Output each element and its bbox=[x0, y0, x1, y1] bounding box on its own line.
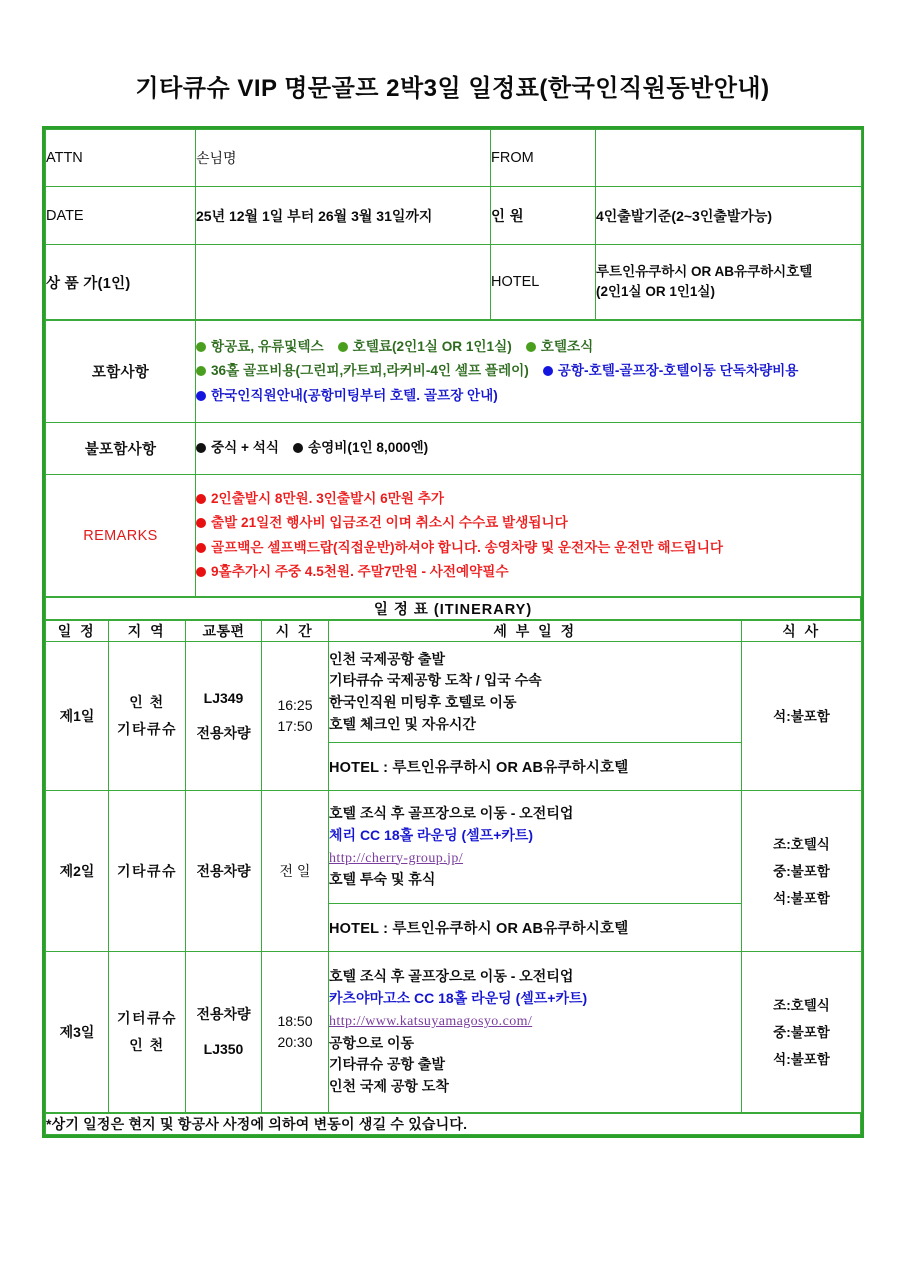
included-list bbox=[196, 321, 862, 423]
itinerary-detail-line: 기타큐슈 국제공항 도착 / 입국 수속 bbox=[329, 672, 542, 689]
table-row bbox=[46, 952, 862, 1113]
itinerary-detail-line: 한국인직원 미팅후 호텔로 이동 bbox=[329, 694, 517, 710]
itinerary-sheet bbox=[42, 126, 864, 1138]
itinerary-time-line: 18:50 bbox=[277, 1013, 313, 1029]
itinerary-meal-line: 조:호텔식 bbox=[773, 836, 830, 852]
itinerary-area-line: 인 천 bbox=[129, 1037, 165, 1053]
bullet-text: 2인출발시 8만원. 3인출발시 6만원 추가 bbox=[211, 491, 444, 507]
bullet-green-icon bbox=[196, 342, 206, 352]
itinerary-detail-course-line: 카츠야마고소 CC 18홀 라운딩 (셀프+카트) bbox=[329, 990, 588, 1007]
itinerary-detail-link-line[interactable] bbox=[329, 847, 741, 870]
bullet-text: 한국인직원안내(공항미팅부터 호텔. 골프장 안내) bbox=[211, 387, 498, 403]
table-row bbox=[46, 642, 862, 743]
itinerary-day-line: 제1일 bbox=[59, 708, 95, 724]
col-header-detail: 세 부 일 정 bbox=[329, 621, 742, 642]
bullet-text: 출발 21일전 행사비 입금조건 이며 취소시 수수료 발생됩니다 bbox=[211, 515, 568, 531]
from-label: FROM bbox=[491, 130, 596, 187]
price-value bbox=[196, 245, 491, 320]
itinerary-time-line: 20:30 bbox=[277, 1034, 313, 1050]
price-label: 상 품 가(1인) bbox=[46, 245, 196, 320]
bullet-line bbox=[196, 335, 861, 359]
table-row-attn bbox=[46, 130, 862, 187]
footnote-table bbox=[45, 1113, 861, 1135]
itinerary-detail-line: 인천 국제공항 출발 bbox=[329, 650, 445, 667]
itinerary-meal-line: 조:호텔식 bbox=[773, 997, 830, 1013]
hotel-label: HOTEL bbox=[491, 245, 596, 320]
golf-course-link[interactable]: http://www.katsuyamagosyo.com/ bbox=[329, 1013, 533, 1029]
bullet-red-icon bbox=[196, 543, 206, 553]
col-header-day: 일 정 bbox=[46, 621, 109, 642]
bullet-line bbox=[196, 536, 861, 560]
itinerary-detail-line: 호텔 조식 후 골프장으로 이동 - 오전티업 bbox=[329, 968, 574, 985]
attn-label: ATTN bbox=[46, 130, 196, 187]
itinerary-time bbox=[262, 952, 329, 1113]
bullet-text: 중식 + 석식 bbox=[211, 440, 280, 456]
conditions-table bbox=[45, 320, 862, 597]
bullet-text: 36홀 골프비용(그린피,카트피,라커비-4인 셀프 플레이) bbox=[211, 363, 529, 379]
itinerary-transport-line: LJ350 bbox=[203, 1041, 244, 1057]
itinerary-detail-course-line: 체리 CC 18홀 라운딩 (셀프+카트) bbox=[329, 826, 534, 843]
itinerary-detail-line: 기타큐슈 공항 출발 bbox=[329, 1056, 445, 1073]
bullet-red-icon bbox=[196, 494, 206, 504]
itinerary-detail-line: 호텔 투숙 및 휴식 bbox=[329, 871, 436, 888]
itinerary-detail bbox=[329, 952, 742, 1113]
bullet-line bbox=[196, 511, 861, 535]
bullet-green-icon bbox=[526, 342, 536, 352]
itinerary-meal-line: 석:불포함 bbox=[773, 708, 830, 724]
table-row-footnote bbox=[46, 1114, 861, 1135]
itinerary-transport-line: 전용차량 bbox=[196, 862, 251, 879]
table-row-excluded bbox=[46, 423, 862, 475]
itinerary-table bbox=[45, 620, 862, 1113]
bullet-black-icon bbox=[196, 443, 206, 453]
itinerary-day bbox=[46, 952, 109, 1113]
itinerary-meal-line: 중:불포함 bbox=[773, 1024, 830, 1040]
bullet-text: 호텔료(2인1실 OR 1인1실) bbox=[352, 339, 512, 355]
itinerary-detail-line: 호텔 체크인 및 자유시간 bbox=[329, 715, 476, 732]
col-header-transport: 교통편 bbox=[186, 621, 262, 642]
itinerary-meal-line: 중:불포함 bbox=[773, 863, 830, 879]
bullet-blue-icon bbox=[543, 366, 553, 376]
itinerary-meal bbox=[742, 791, 862, 952]
from-value bbox=[596, 130, 862, 187]
bullet-green-icon bbox=[196, 366, 206, 376]
table-row-price bbox=[46, 245, 862, 320]
itinerary-header-row bbox=[46, 621, 862, 642]
col-header-meal: 식 사 bbox=[742, 621, 862, 642]
remarks-label: REMARKS bbox=[46, 475, 196, 597]
table-row-remarks bbox=[46, 475, 862, 597]
table-row-included bbox=[46, 321, 862, 423]
itinerary-time-line: 17:50 bbox=[277, 718, 313, 734]
itinerary-time-line: 16:25 bbox=[277, 697, 313, 713]
pax-value: 4인출발기준(2~3인출발가능) bbox=[596, 187, 862, 245]
itinerary-area bbox=[109, 642, 186, 791]
itinerary-meal-line: 석:불포함 bbox=[773, 890, 830, 906]
pax-label: 인 원 bbox=[491, 187, 596, 245]
itinerary-detail bbox=[329, 791, 742, 904]
itinerary-area-line: 기타큐슈 bbox=[116, 862, 178, 879]
excluded-list bbox=[196, 423, 862, 475]
itinerary-area-line: 기타큐슈 bbox=[116, 721, 178, 737]
bullet-text: 공항-호텔-골프장-호텔이동 단독차량비용 bbox=[557, 363, 799, 379]
itinerary-meal-line: 석:불포함 bbox=[773, 1051, 830, 1067]
bullet-red-icon bbox=[196, 518, 206, 528]
date-label: DATE bbox=[46, 187, 196, 245]
excluded-label: 불포함사항 bbox=[46, 423, 196, 475]
itinerary-detail-line: 공항으로 이동 bbox=[329, 1034, 415, 1051]
attn-value: 손님명 bbox=[196, 130, 491, 187]
itinerary-hotel-line: HOTEL : 루트인유쿠하시 OR AB유쿠하시호텔 bbox=[329, 743, 742, 791]
itinerary-area bbox=[109, 791, 186, 952]
itinerary-area-line: 기터큐슈 bbox=[116, 1010, 178, 1027]
table-row bbox=[46, 791, 862, 904]
itinerary-day-line: 제3일 bbox=[59, 1024, 95, 1040]
bullet-black-icon bbox=[293, 443, 303, 453]
table-row-itinerary-banner bbox=[46, 598, 861, 620]
itinerary-transport bbox=[186, 791, 262, 952]
itinerary-detail-line: 인천 국제 공항 도착 bbox=[329, 1077, 449, 1094]
info-table bbox=[45, 129, 862, 320]
itinerary-day bbox=[46, 642, 109, 791]
bullet-line bbox=[196, 560, 861, 584]
itinerary-banner: 일 정 표 (ITINERARY) bbox=[46, 598, 861, 620]
itinerary-day bbox=[46, 791, 109, 952]
itinerary-banner-table bbox=[45, 597, 861, 620]
itinerary-transport-line: 전용차량 bbox=[196, 1006, 251, 1022]
itinerary-detail-line: 호텔 조식 후 골프장으로 이동 - 오전티업 bbox=[329, 805, 574, 822]
itinerary-transport-line: 전용차량 bbox=[196, 725, 251, 741]
itinerary-transport bbox=[186, 952, 262, 1113]
bullet-text: 호텔조식 bbox=[540, 339, 594, 355]
itinerary-transport-line: LJ349 bbox=[203, 690, 244, 706]
bullet-text: 9홀추가시 주중 4.5천원. 주말7만원 - 사전예약필수 bbox=[211, 563, 509, 579]
bullet-blue-icon bbox=[196, 391, 206, 401]
bullet-line bbox=[196, 487, 861, 511]
bullet-line bbox=[196, 384, 861, 408]
footnote: *상기 일정은 현지 및 항공사 사정에 의하여 변동이 생길 수 있습니다. bbox=[46, 1114, 861, 1135]
remarks-list bbox=[196, 475, 862, 597]
bullet-text: 항공료, 유류및텍스 bbox=[211, 339, 324, 355]
itinerary-area bbox=[109, 952, 186, 1113]
itinerary-time-line: 전 일 bbox=[279, 862, 311, 879]
table-row-date bbox=[46, 187, 862, 245]
itinerary-hotel-line: HOTEL : 루트인유쿠하시 OR AB유쿠하시호텔 bbox=[329, 904, 742, 952]
date-value: 25년 12월 1일 부터 26월 3월 31일까지 bbox=[196, 187, 491, 245]
hotel-value-line2: (2인1실 OR 1인1실) bbox=[596, 284, 715, 299]
included-label: 포함사항 bbox=[46, 321, 196, 423]
itinerary-meal bbox=[742, 952, 862, 1113]
bullet-text: 송영비(1인 8,000엔) bbox=[308, 440, 429, 456]
golf-course-link[interactable]: http://cherry-group.jp/ bbox=[329, 850, 464, 866]
hotel-value bbox=[596, 245, 862, 320]
itinerary-day-line: 제2일 bbox=[59, 863, 95, 879]
bullet-line bbox=[196, 436, 861, 460]
hotel-value-line1: 루트인유쿠하시 OR AB유쿠하시호텔 bbox=[596, 264, 813, 280]
itinerary-detail-link-line[interactable] bbox=[329, 1010, 741, 1033]
itinerary-meal bbox=[742, 642, 862, 791]
page-title: 기타큐슈 VIP 명문골프 2박3일 일정표(한국인직원동반안내) bbox=[135, 75, 770, 102]
col-header-time: 시 간 bbox=[262, 621, 329, 642]
bullet-text: 골프백은 셀프백드랍(직접운반)하셔야 합니다. 송영차량 및 운전자는 운전만 해드립니다 bbox=[211, 539, 724, 555]
itinerary-area-line: 인 천 bbox=[129, 694, 165, 711]
itinerary-time bbox=[262, 791, 329, 952]
bullet-line bbox=[196, 359, 861, 383]
bullet-green-icon bbox=[338, 342, 348, 352]
itinerary-detail bbox=[329, 642, 742, 743]
col-header-area: 지 역 bbox=[109, 621, 186, 642]
itinerary-transport bbox=[186, 642, 262, 791]
itinerary-time bbox=[262, 642, 329, 791]
bullet-red-icon bbox=[196, 567, 206, 577]
